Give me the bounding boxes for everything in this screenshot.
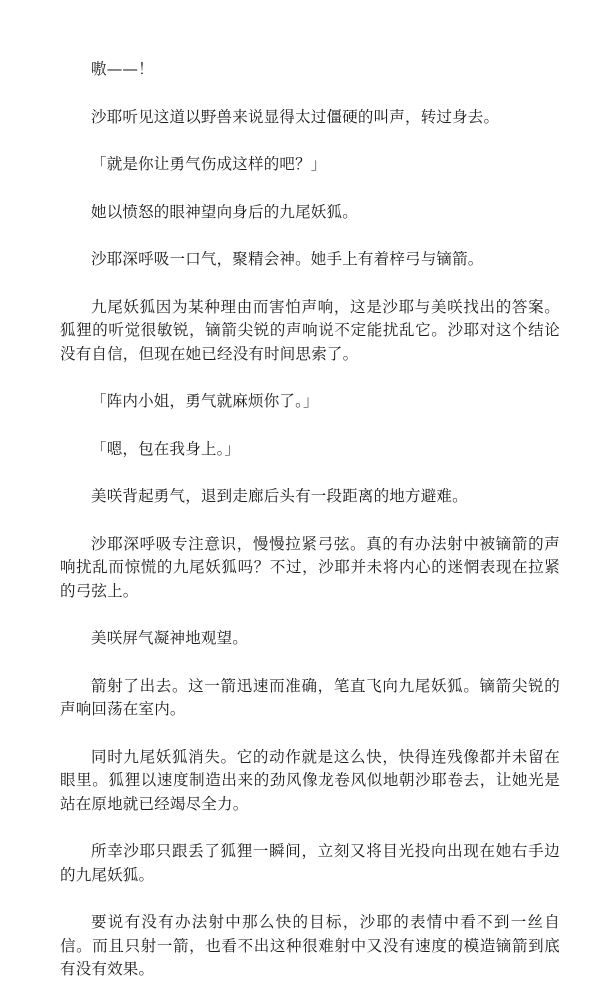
paragraph-3: 「就是你让勇气伤成这样的吧？」: [91, 155, 327, 173]
paragraph-13: 同时九尾妖狐消失。它的动作就是这么快，快得连残像都并未留在眼里。狐狸以速度制造出来的劲风像龙卷风似地朝沙耶卷去，让她光是站在原地就已经竭尽全力。: [60, 747, 560, 813]
document-page: [60, 58, 560, 1006]
paragraph-14: 所幸沙耶只跟丢了狐狸一瞬间，立刻又将目光投向出现在她右手边的九尾妖狐。: [60, 842, 560, 884]
paragraph-12: 箭射了出去。这一箭迅速而准确，笔直飞向九尾妖狐。镝箭尖锐的声响回荡在室内。: [60, 676, 560, 718]
paragraph-10: 沙耶深呼吸专注意识，慢慢拉紧弓弦。真的有办法射中被镝箭的声响扰乱而惊慌的九尾妖狐吗？不过，沙耶并未将内心的迷惘表现在拉紧的弓弦上。: [60, 534, 560, 600]
paragraph-7: 「阵内小姐，勇气就麻烦你了。」: [91, 392, 319, 410]
paragraph-1: 嗷——！: [91, 60, 154, 78]
paragraph-8: 「嗯，包在我身上。」: [91, 439, 241, 458]
paragraph-9: 美咲背起勇气，退到走廊后头有一段距离的地方避难。: [91, 487, 468, 505]
paragraph-5: 沙耶深呼吸一口气，聚精会神。她手上有着梓弓与镝箭。: [91, 250, 484, 268]
paragraph-11: 美咲屏气凝神地观望。: [91, 629, 249, 647]
paragraph-2: 沙耶听见这道以野兽来说显得太过僵硬的叫声，转过身去。: [91, 107, 500, 126]
paragraph-15: 要说有没有办法射中那么快的目标，沙耶的表情中看不到一丝自信。而且只射一箭，也看不出这种很难射中又没有速度的模造镝箭到底有没有效果。: [60, 913, 560, 978]
paragraph-4: 她以愤怒的眼神望向身后的九尾妖狐。: [91, 202, 358, 221]
paragraph-6: 九尾妖狐因为某种理由而害怕声响，这是沙耶与美咲找出的答案。狐狸的听觉很敏锐，镝箭尖锐的声响说不定能扰乱它。沙耶对这个结论没有自信，但现在她已经没有时间思索了。: [60, 297, 560, 363]
